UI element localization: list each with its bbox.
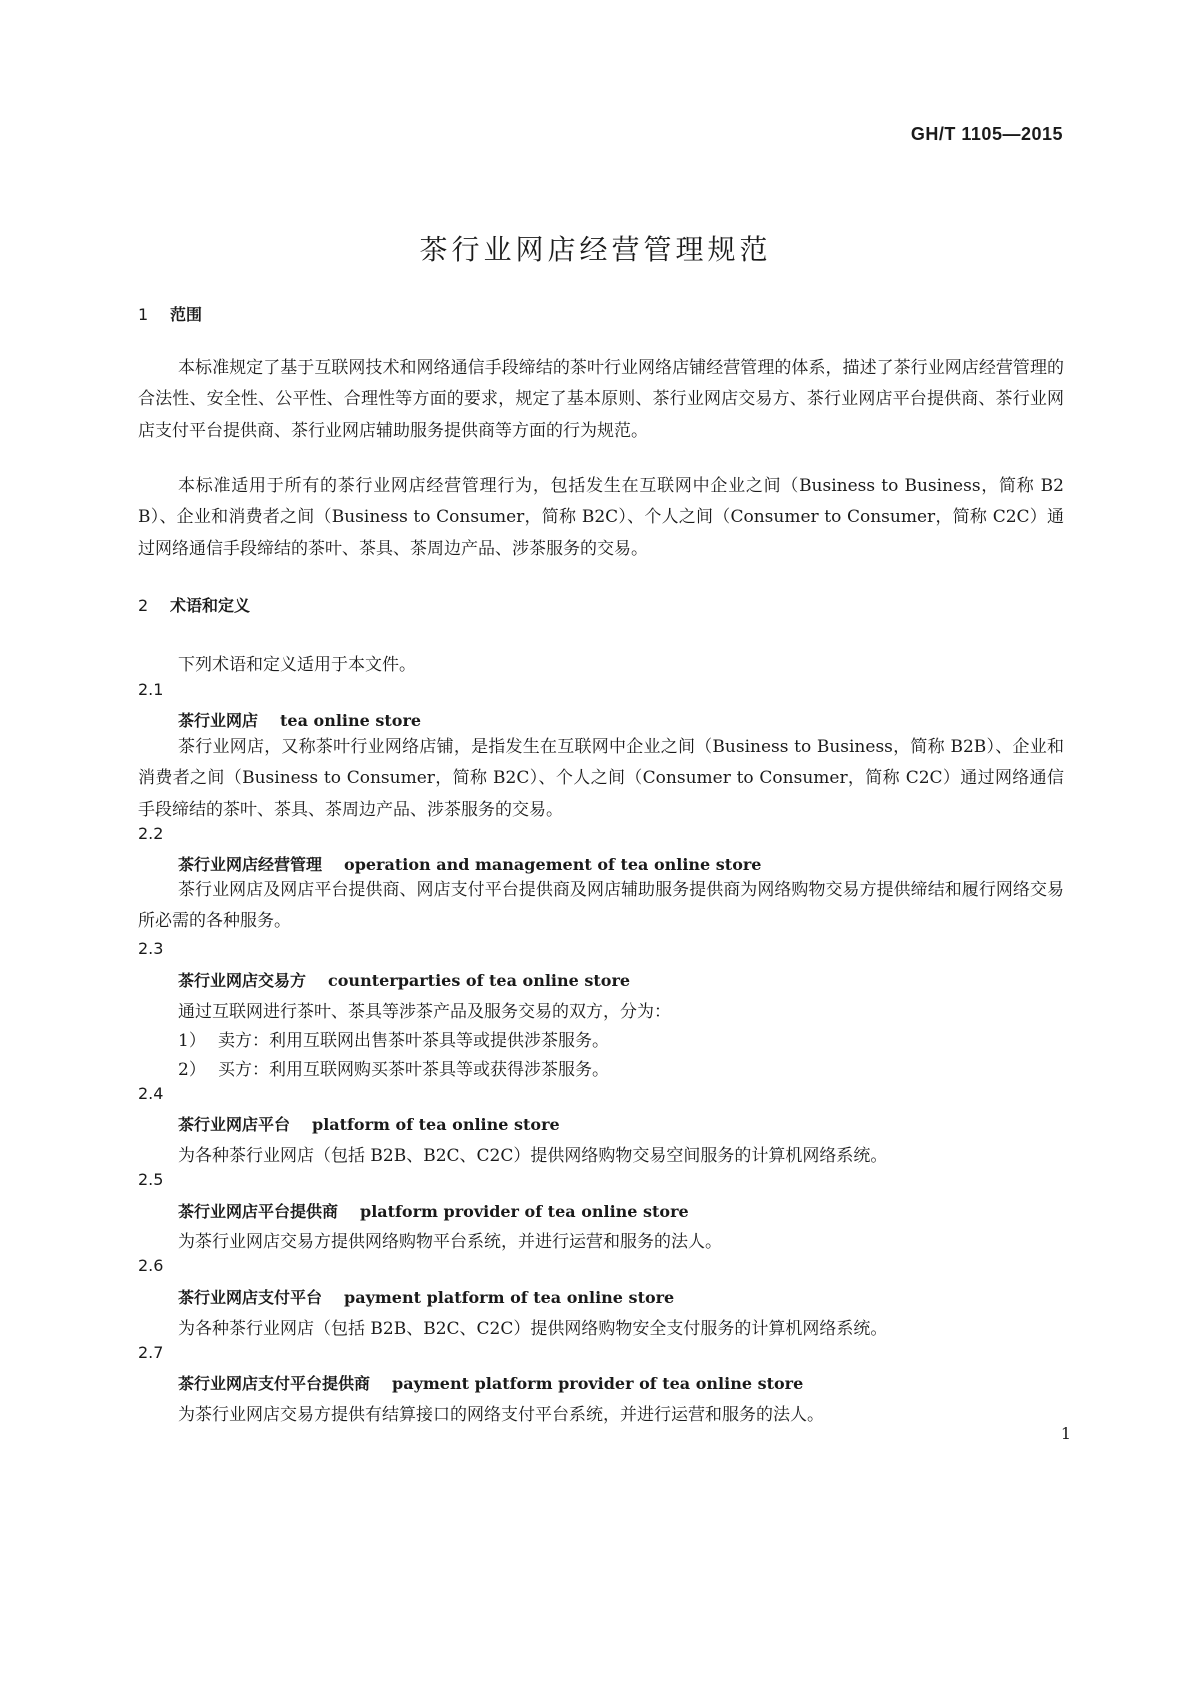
list-marker: 2） xyxy=(178,1060,206,1080)
term-number: 2.1 xyxy=(138,680,164,699)
page-number: 1 xyxy=(1060,1424,1071,1443)
term-en: platform provider of tea online store xyxy=(360,1202,689,1221)
term-definition: 为各种茶行业网店（包括 B2B、B2C、C2C）提供网络购物交易空间服务的计算机网络系统。 xyxy=(178,1146,888,1166)
term-heading xyxy=(178,1371,803,1394)
term-definition: 为各种茶行业网店（包括 B2B、B2C、C2C）提供网络购物安全支付服务的计算机网络系统。 xyxy=(178,1319,888,1339)
term-en: payment platform of tea online store xyxy=(344,1288,675,1307)
term-number: 2.3 xyxy=(138,939,164,958)
term-heading xyxy=(178,1112,560,1135)
term-number: 2.2 xyxy=(138,824,164,843)
section-2-heading xyxy=(138,593,250,616)
term-en: payment platform provider of tea online store xyxy=(392,1374,804,1393)
standard-code: GH/T 1105—2015 xyxy=(910,124,1063,144)
term-zh: 茶行业网店 xyxy=(178,711,259,730)
section-1-title: 范围 xyxy=(170,305,203,324)
term-zh: 茶行业网店支付平台 xyxy=(178,1288,323,1307)
term-number: 2.6 xyxy=(138,1256,164,1275)
term-en: counterparties of tea online store xyxy=(328,971,631,990)
term-zh: 茶行业网店经营管理 xyxy=(178,855,323,874)
term-en: operation and management of tea online store xyxy=(344,855,762,874)
term-definition: 为茶行业网店交易方提供有结算接口的网络支付平台系统，并进行运营和服务的法人。 xyxy=(178,1405,824,1425)
scope-paragraph: 本标准规定了基于互联网技术和网络通信手段缔结的茶叶行业网络店铺经营管理的体系，描述了茶行业网店经营管理的合法性、安全性、公平性、合理性等方面的要求，规定了基本原则、茶行业网店交易方、茶行业网店平台提供商、茶行业网店支付平台提供商、茶行业网店辅助服务提供商等方面的行为规范。 xyxy=(138,358,1064,441)
term-zh: 茶行业网店平台 xyxy=(178,1115,291,1134)
term-heading xyxy=(178,852,761,875)
list-text: 卖方：利用互联网出售茶叶茶具等或提供涉茶服务。 xyxy=(218,1031,609,1051)
term-heading xyxy=(178,708,421,731)
list-text: 买方：利用互联网购买茶叶茶具等或获得涉茶服务。 xyxy=(218,1060,609,1080)
term-definition: 茶行业网店及网店平台提供商、网店支付平台提供商及网店辅助服务提供商为网络购物交易方提供缔结和履行网络交易所必需的各种服务。 xyxy=(138,880,1064,932)
term-heading xyxy=(178,1285,674,1308)
section-2-title: 术语和定义 xyxy=(170,596,251,615)
term-zh: 茶行业网店交易方 xyxy=(178,971,307,990)
section-2-number: 2 xyxy=(138,596,149,615)
applicability-paragraph: 本标准适用于所有的茶行业网店经营管理行为，包括发生在互联网中企业之间（Business to Business，简称 B2B）、企业和消费者之间（Business to Consumer，简称 B2C）、个人之间（Consumer to Consumer，简称 C2C）通过网络通信手段缔结的茶叶、茶具、茶周边产品、涉茶服务的交易。 xyxy=(138,476,1064,559)
term-en: platform of tea online store xyxy=(312,1115,560,1134)
term-definition: 通过互联网进行茶叶、茶具等涉茶产品及服务交易的双方，分为： xyxy=(178,1002,671,1022)
term-heading xyxy=(178,968,630,991)
term-zh: 茶行业网店平台提供商 xyxy=(178,1202,339,1221)
term-number: 2.5 xyxy=(138,1170,164,1189)
document-title: 茶行业网店经营管理规范 xyxy=(419,233,772,266)
term-zh: 茶行业网店支付平台提供商 xyxy=(178,1374,371,1393)
term-number: 2.4 xyxy=(138,1084,164,1103)
list-marker: 1） xyxy=(178,1031,206,1051)
term-definition: 为茶行业网店交易方提供网络购物平台系统，并进行运营和服务的法人。 xyxy=(178,1232,722,1252)
term-en: tea online store xyxy=(280,711,422,730)
section-1-number: 1 xyxy=(138,305,149,324)
term-number: 2.7 xyxy=(138,1343,164,1362)
term-heading xyxy=(178,1199,689,1222)
list-item xyxy=(178,1055,609,1080)
list-item xyxy=(178,1026,609,1051)
section-1-heading xyxy=(138,302,202,325)
terms-intro: 下列术语和定义适用于本文件。 xyxy=(178,655,416,675)
term-definition: 茶行业网店，又称茶叶行业网络店铺，是指发生在互联网中企业之间（Business to Business，简称 B2B）、企业和消费者之间（Business to Consumer，简称 B2C）、个人之间（Consumer to Consumer，简称 C2C）通过网络通信手段缔结的茶叶、茶具、茶周边产品、涉茶服务的交易。 xyxy=(138,737,1064,820)
